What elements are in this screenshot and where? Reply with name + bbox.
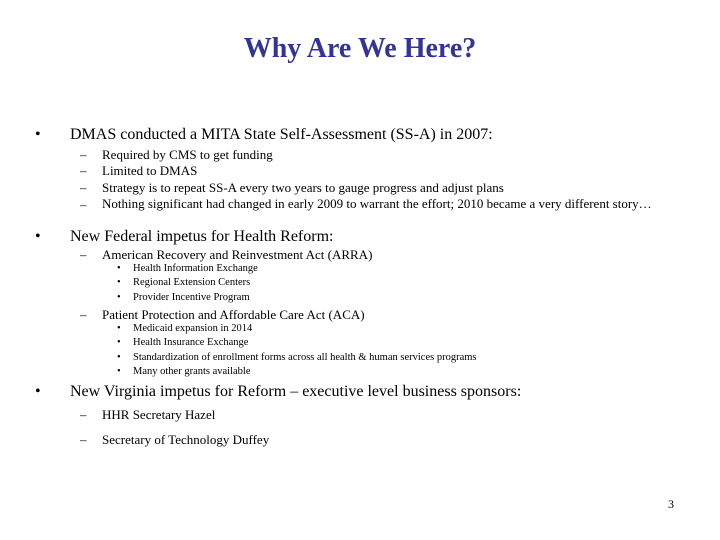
dash-marker: – [80, 163, 87, 178]
sub-bullet-text: Limited to DMAS [102, 163, 198, 178]
bullet-marker: • [35, 126, 41, 143]
sub-bullet-text: Strategy is to repeat SS-A every two years to gauge progress and adjust plans [102, 180, 504, 195]
page-number: 3 [668, 497, 674, 511]
sub-sub-bullet-text: Health Information Exchange [133, 263, 258, 274]
dash-marker: – [80, 197, 87, 212]
dash-marker: – [80, 407, 87, 422]
sub-bullet-text: American Recovery and Reinvestment Act (ARRA) [102, 247, 373, 262]
sub-sub-bullet-text: Regional Extension Centers [133, 277, 251, 288]
bullet-text: DMAS conducted a MITA State Self-Assessment (SS-A) in 2007: [70, 126, 493, 143]
bullet-marker: • [35, 383, 41, 400]
sub-bullet-text: Secretary of Technology Duffey [102, 432, 270, 447]
dash-marker: – [80, 147, 87, 162]
dash-marker: – [80, 180, 87, 195]
sub-bullet-text: Nothing significant had changed in early 2009 to warrant the effort; 2010 became a very different story… [102, 196, 652, 211]
sub-sub-marker: • [117, 366, 121, 377]
sub-sub-marker: • [117, 277, 121, 288]
sub-sub-bullet-text: Many other grants available [133, 366, 251, 377]
sub-bullet-text: Required by CMS to get funding [102, 147, 273, 162]
sub-sub-bullet-text: Medicaid expansion in 2014 [133, 323, 253, 334]
sub-sub-bullet-text: Standardization of enrollment forms across all health & human services programs [133, 352, 477, 363]
sub-sub-marker: • [117, 323, 121, 334]
sub-bullet-text: HHR Secretary Hazel [102, 407, 216, 422]
sub-sub-bullet-text: Provider Incentive Program [133, 292, 250, 303]
dash-marker: – [80, 432, 87, 447]
sub-sub-marker: • [117, 292, 121, 303]
sub-sub-bullet-text: Health Insurance Exchange [133, 337, 249, 348]
dash-marker: – [80, 247, 87, 262]
bullet-marker: • [35, 228, 41, 245]
sub-sub-marker: • [117, 337, 121, 348]
sub-bullet-text: Patient Protection and Affordable Care Act (ACA) [102, 307, 365, 322]
sub-sub-marker: • [117, 263, 121, 274]
bullet-text: New Virginia impetus for Reform – executive level business sponsors: [70, 383, 522, 400]
sub-sub-marker: • [117, 352, 121, 363]
bullet-text: New Federal impetus for Health Reform: [70, 228, 334, 245]
slide-title: Why Are We Here? [243, 33, 477, 64]
dash-marker: – [80, 307, 87, 322]
